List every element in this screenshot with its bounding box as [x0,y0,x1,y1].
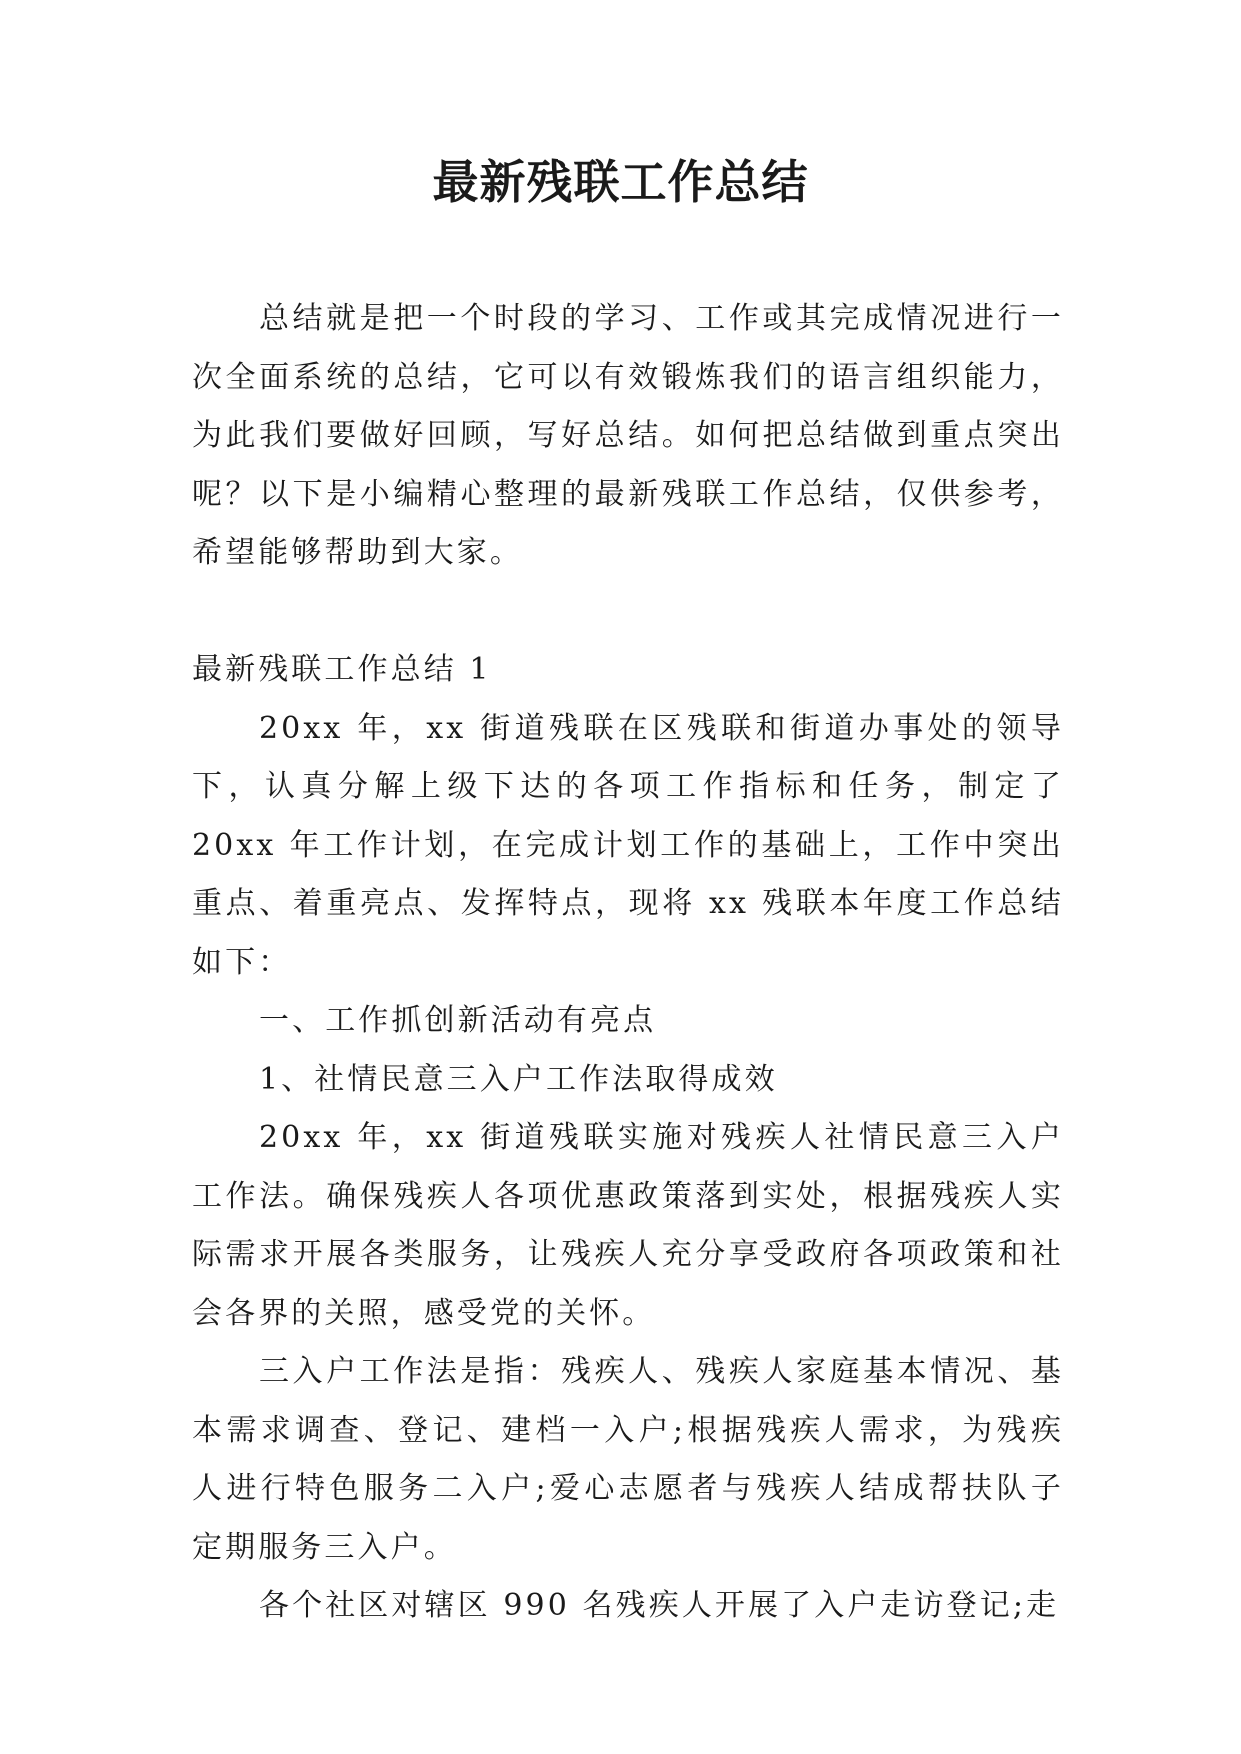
document-title: 最新残联工作总结 [432,155,809,209]
section-heading: 最新残联工作总结 1 [192,652,492,687]
subheading-level-1: 一、工作抓创新活动有亮点 [259,1003,657,1038]
body-paragraph: 20xx 年，xx 街道残联实施对残疾人社情民意三入户工作法。确保残疾人各项优惠政策落到实处，根据残疾人实际需求开展各类服务，让残疾人充分享受政府各项政策和社会各界的关照，感受党的关怀。 [192,1120,1064,1331]
intro-paragraph: 总结就是把一个时段的学习、工作或其完成情况进行一次全面系统的总结，它可以有效锻炼我们的语言组织能力，为此我们要做好回顾，写好总结。如何把总结做到重点突出呢？以下是小编精心整理的最新残联工作总结，仅供参考，希望能够帮助到大家。 [192,301,1064,570]
body-paragraph: 各个社区对辖区 990 名残疾人开展了入户走访登记;走 [259,1588,1060,1623]
body-paragraph: 三入户工作法是指：残疾人、残疾人家庭基本情况、基本需求调查、登记、建档一入户;根据残疾人需求，为残疾人进行特色服务二入户;爱心志愿者与残疾人结成帮扶队子定期服务三入户。 [192,1354,1064,1565]
document-body [192,290,1064,1636]
body-paragraph: 20xx 年，xx 街道残联在区残联和街道办事处的领导下，认真分解上级下达的各项工作指标和任务，制定了 20xx 年工作计划，在完成计划工作的基础上，工作中突出重点、着重亮点、发挥特点，现将 xx 残联本年度工作总结如下： [192,710,1064,980]
subheading-level-2: 1、社情民意三入户工作法取得成效 [259,1061,778,1097]
